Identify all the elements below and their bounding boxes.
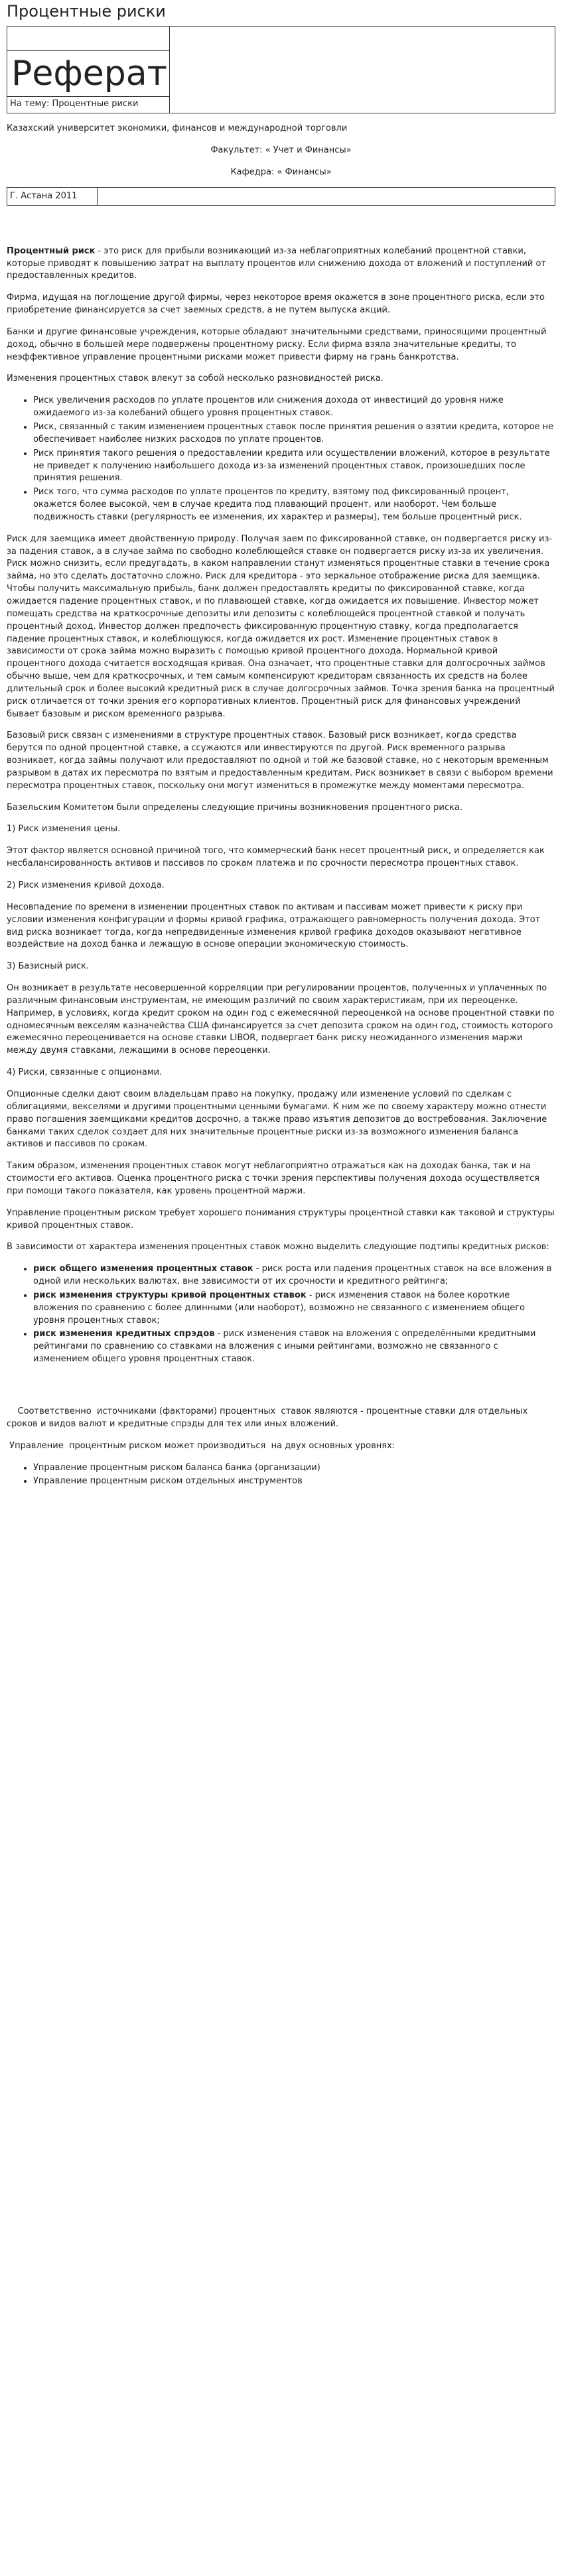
subtype-text: - риск изменения ставок на вложения с определёнными кредитными рейтингами по сравнению со ставками на вложения с иными рейтингами, возможно не связанного с изменением общего уровня процентных ставок.: [33, 1329, 536, 1365]
risk-list: [7, 395, 555, 523]
heading-basis-risk: 3) Базисный риск.: [7, 961, 90, 972]
subtype-text: - риск изменения ставок на более короткие вложения по сравнению с более длинными (или наоборот), возможно не связанного с изменением общего уровня процентных ставок;: [33, 1290, 526, 1325]
list-item: [33, 1328, 555, 1366]
paragraph-subtypes: В зависимости от характера изменения процентных ставок можно выделить следующие подтипы кредитных рисков:: [7, 1242, 549, 1253]
list-item: • Управление процентным риском баланса банка (организации): [33, 1462, 555, 1475]
subtype-list: [7, 1263, 555, 1366]
paragraph-borrower: Риск для заемщика имеет двойственную природу. Получая заем по фиксированной ставке, он подвергается риску из-за падения ставок, а в случае займа по свободно колеблющейся ставке он подвергается риску из-за их увеличения. Риск можно снизить, если предугадать, в каком направлении станут изменяться процентные ставки в течение срока займа, но это сделать достаточно сложно. Риск для кредитора - это зеркальное отображение риска для заемщика. Чтобы получить максимальную прибыль, банк должен предоставлять кредиты по фиксированной ставке, когда ожидается падение процентных ставок, и по плавающей ставке, когда ожидается их повышение. Инвестор может помещать средства на краткосрочные депозиты или депозиты с колеблющейся процентной ставкой и получать процентный доход. Инвестор должен предпочесть фиксированную процентную ставку, когда предполагается падение процентных ставок, и колеблющуюся, когда ожидается их рост. Изменение процентных ставок в зависимости от срока займа можно выразить с помощью кривой процентного дохода. Нормальной кривой процентного дохода считается восходящая кривая. Она означает, что процентные ставки для долгосрочных займов обычно выше, чем для краткосрочных, и тем самым компенсируют кредиторам связанность их средств на более длительный срок и более высокий кредитный риск в случае долгосрочных займов. Точка зрения банка на процентный риск отличается от точки зрения его корпоративных клиентов. Процентный риск для финансовых учреждений бывает базовым и риском временного разрыва.: [7, 533, 555, 719]
paragraph-management: Управление процентным риском требует хорошего понимания структуры процентной ставки как таковой и структуры кривой процентных ставок.: [7, 1207, 555, 1231]
intro-term: Процентный риск: [7, 245, 96, 256]
title-word: Реферат: [11, 54, 167, 94]
list-item: • Риск того, что сумма расходов по уплате процентов по кредиту, взятому под фиксированный процент, окажется более высокой, чем в случае кредита под плавающий процент, или наоборот. Чем больше подвижность ставки (регулярность ее изменения, их характер и размеры), тем больше процентный риск.: [33, 486, 555, 524]
city-year-block: [7, 187, 555, 206]
heading-curve-risk: 2) Риск изменения кривой дохода.: [7, 880, 165, 890]
paragraph-curve-risk: Несовпадение по времени в изменении процентных ставок по активам и пассивам может привести к риску при условии изменения конфигурации и формы кривой графика, отражающего равномерность получения дохода. Этот вид риска возникает тогда, когда непредвиденные изменения кривой графика доходов оказывают негативное воздействие на доход банка и лежащую в основе операции экономическую стоимость.: [7, 902, 541, 950]
intro-paragraph: [7, 245, 555, 283]
subtype-term: риск изменения кредитных спрэдов: [33, 1329, 215, 1339]
paragraph-firm: Фирма, идущая на поглощение другой фирмы, через некоторое время окажется в зоне процентного риска, если это приобретение финансируется за счет заемных средств, а не путем выпуска акций.: [7, 293, 545, 316]
subtype-term: риск изменения структуры кривой процентных ставок: [33, 1290, 307, 1300]
paragraph-basel: Базельским Комитетом были определены следующие причины возникновения процентного риска.: [7, 802, 462, 813]
paragraph-options-risk: Опционные сделки дают своим владельцам право на покупку, продажу или изменение условий по сделкам с облигациями, векселями и другими процентными ценными бумагами. К ним же по своему характеру можно отнести право погашения заемщиками кредитов досрочно, а также право изъятия депозитов до востребования. Заключение банками таких сделок создает для них значительные процентные риски из-за возможного изменения баланса активов и пассивов по срокам.: [7, 1089, 547, 1150]
list-item: • Риск увеличения расходов по уплате процентов или снижения дохода от инвестиций до уровня ниже ожидаемого из-за колебаний общего уровня процентных ставок.: [33, 395, 555, 420]
list-item: [33, 1263, 555, 1288]
paragraph-management-levels: Управление процентным риском может производиться на двух основных уровнях:: [7, 1440, 395, 1451]
list-item: • Управление процентным риском отдельных инструментов: [33, 1475, 555, 1488]
title-cell: [7, 27, 170, 113]
paragraph-price-risk: Этот фактор является основной причиной того, что коммерческий банк несет процентный риск, и определяется как несбалансированность активов и пассивов по срокам платежа и по срочности пересмотра процентных ставок.: [7, 846, 545, 869]
paragraph-banks: Банки и другие финансовые учреждения, которые обладают значительными средствами, приносящими процентный доход, обычно в большей мере подвержены процентному риску. Если фирма взяла значительные кредиты, то неэффективное управление процентными рисками может привести фирму на грань банкротства.: [7, 326, 547, 362]
university-name: Казахский университет экономики, финансов и международной торговли: [7, 123, 348, 134]
subtype-term: риск общего изменения процентных ставок: [33, 1264, 253, 1274]
title-block: [7, 26, 555, 113]
heading-price-risk: 1) Риск изменения цены.: [7, 824, 121, 835]
list-item: [33, 1290, 555, 1327]
title-topic: На тему: Процентные риски: [10, 99, 139, 109]
level-list: [7, 1462, 555, 1489]
paragraph-sources: Соответственно источниками (факторами) процентных ставок являются - процентные ставки для отдельных сроков и видов валют и кредитные спрэды для тех или иных вложений.: [7, 1406, 531, 1429]
intro-text: - это риск для прибыли возникающий из-за неблагоприятных колебаний процентной ставки, которые приводят к повышению затрат на выплату процентов или снижению дохода от вложений и поступлений от предоставленных кредитов.: [7, 245, 547, 281]
list-item: • Риск принятия такого решения о предоставлении кредита или осуществлении вложений, которое в результате не приведет к получению наибольшего дохода из-за изменений процентных ставок, произошедших после принятия решения.: [33, 448, 555, 486]
paragraph-changes: Изменения процентных ставок влекут за собой несколько разновидностей риска.: [7, 373, 384, 384]
paragraph-basis-risk: Он возникает в результате несовершенной корреляции при регулировании процентов, полученных и уплаченных по различным финансовым инструментам, не имеющим различий по своим характеристикам, при их переоценке. Например, в условиях, когда кредит сроком на один год с ежемесячной переоценкой на основе процентной ставки по одномесячным векселям казначейства США финансируется за счет депозита сроком на один год, стоимость которого ежемесячно переоценивается на основе ставки LIBOR, подвергает банк риску неожиданного изменения маржи между двумя ставками, лежащими в основе переоценки.: [7, 983, 555, 1056]
page-title: Процентные риски: [7, 2, 166, 21]
heading-options-risk: 4) Риски, связанные с опционами.: [7, 1067, 163, 1078]
faculty-name: Факультет: « Учет и Финансы»: [210, 145, 352, 156]
department-name: Кафедра: « Финансы»: [230, 167, 332, 177]
paragraph-thus: Таким образом, изменения процентных ставок могут неблагоприятно отражаться как на доходах банка, так и на стоимости его активов. Оценка процентного риска с точки зрения перспективы получения дохода осуществляется при помощи такого показателя, как уровень процентной маржи.: [7, 1161, 539, 1196]
list-item: • Риск, связанный с таким изменением процентных ставок после принятия решения о взятии кредита, которое не обеспечивает наиболее низких расходов по уплате процентов.: [33, 421, 555, 446]
paragraph-basic-risk: Базовый риск связан с изменениями в структуре процентных ставок. Базовый риск возникает, когда средства берутся по одной процентной ставке, а ссужаются или инвестируются по другой. Риск временного разрыва возникает, когда займы получают или предоставляют по одной и той же базовой ставке, но с некоторым временным разрывом в датах их пересмотра по взятым и предоставленным кредитам. Риск возникает в связи с выбором времени пересмотра процентных ставок, поскольку они могут измениться в промежутке между моментами пересмотра.: [7, 730, 553, 791]
subtype-text: - риск роста или падения процентных ставок на все вложения в одной или нескольких валютах, вне зависимости от их срочности и кредитного рейтинга;: [33, 1264, 552, 1287]
city-year: Г. Астана 2011: [7, 188, 98, 205]
